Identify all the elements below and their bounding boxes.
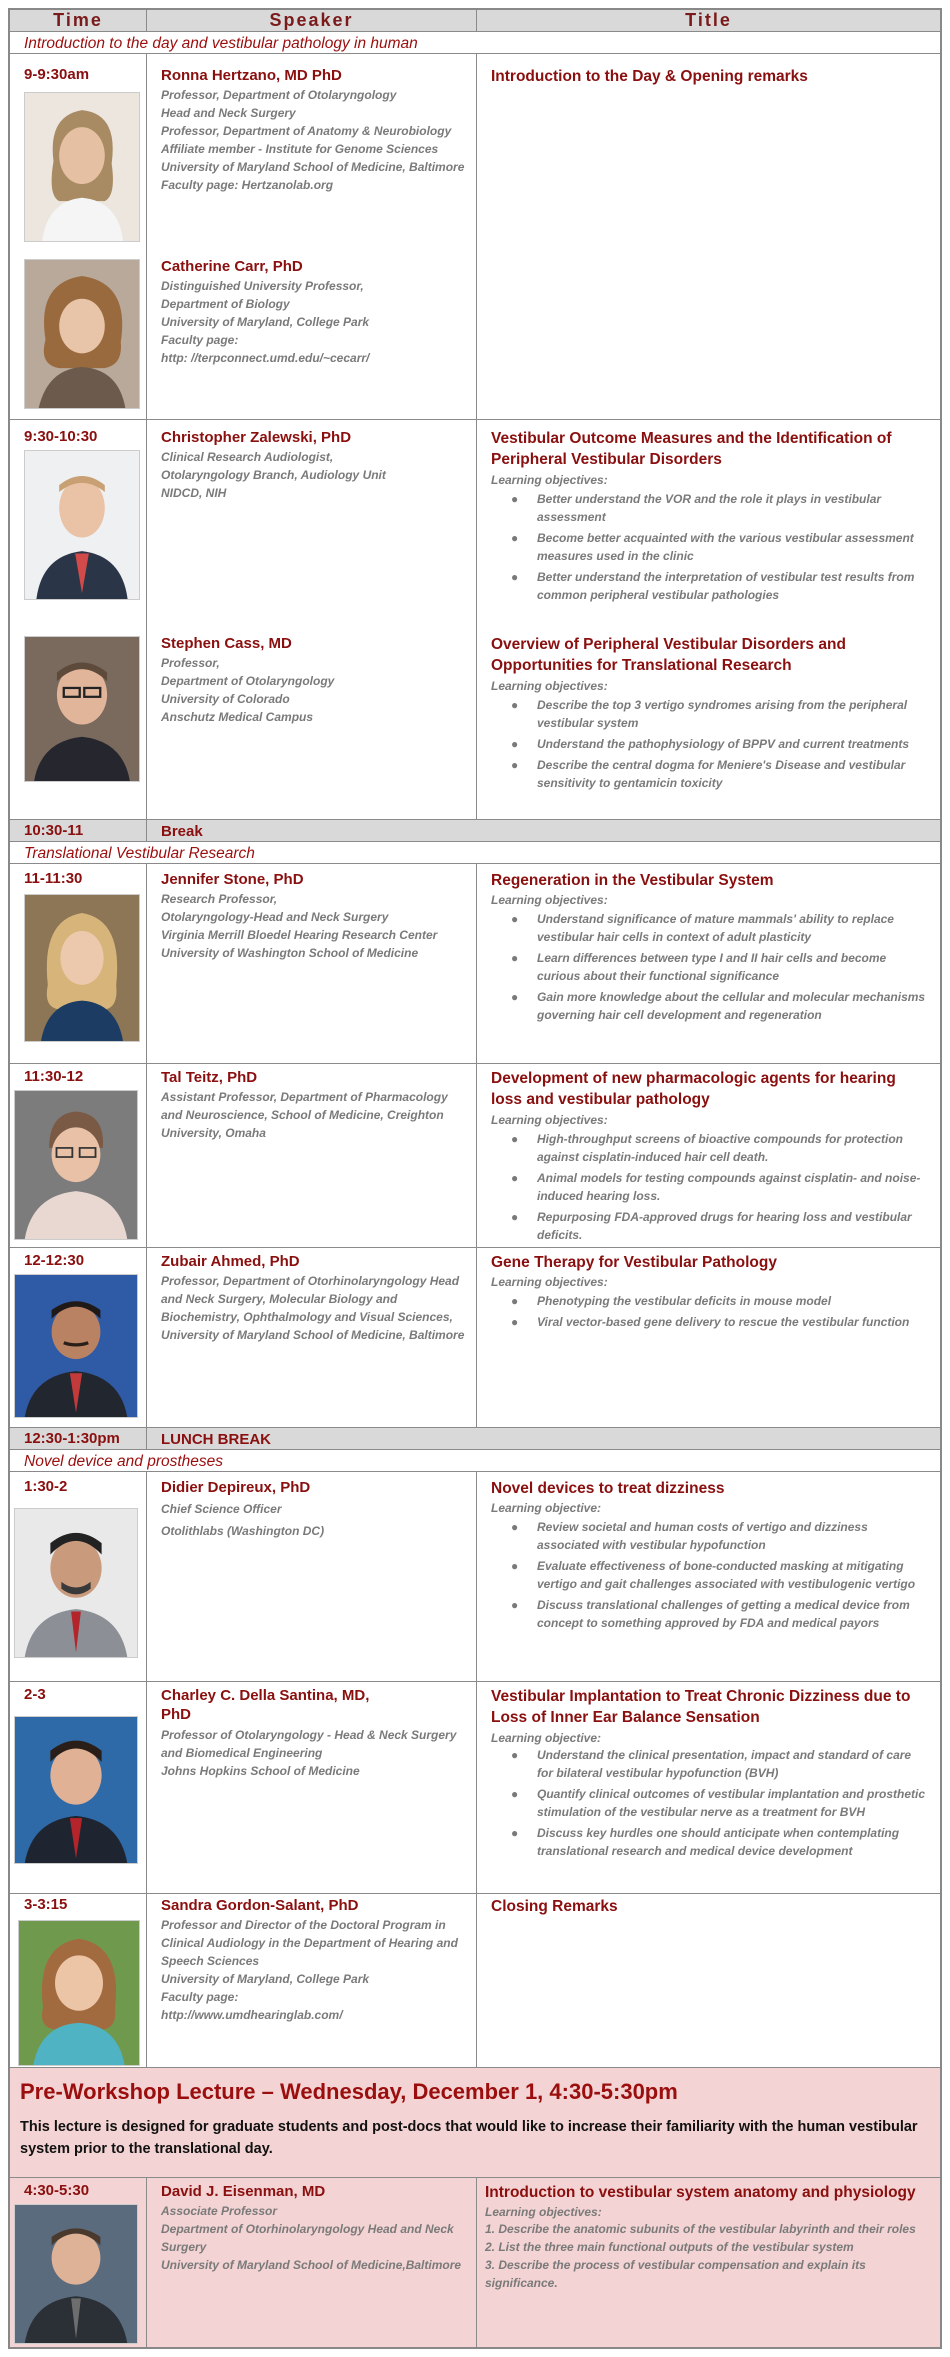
list-item: ● Understand the pathophysiology of BPPV and current treatments — [511, 737, 910, 751]
speaker-photo — [14, 1274, 138, 1418]
objectives-list — [507, 696, 930, 795]
time-cell — [10, 820, 147, 841]
session-row — [10, 2178, 940, 2347]
speaker-name: Didier Depireux, PhD — [161, 1479, 311, 1496]
header-title: Title — [685, 10, 732, 30]
objectives-list — [507, 1746, 930, 1863]
talk-title: Overview of Peripheral Vestibular Disorders and Opportunities for Translational Research — [491, 636, 846, 674]
list-item: ● Describe the central dogma for Meniere's Disease and vestibular sensitivity to gentamicin toxicity — [511, 758, 906, 790]
speaker-name: Stephen Cass, MD — [161, 635, 292, 652]
speaker-cell — [147, 1248, 477, 1427]
header-speaker-cell — [147, 10, 477, 31]
break-cell — [147, 820, 477, 841]
break-time: 10:30-11 — [24, 822, 84, 839]
break-row — [10, 820, 940, 842]
objectives-label: Learning objective: — [491, 1731, 602, 1745]
speaker-cell — [147, 864, 477, 1063]
list-item: ● Better understand the VOR and the role it plays in vestibular assessment — [511, 492, 882, 524]
bullet-icon: ● — [511, 531, 519, 545]
session-row — [10, 420, 940, 820]
speaker-cell — [147, 1894, 477, 2067]
list-item: ● Viral vector-based gene delivery to rescue the vestibular function — [511, 1315, 910, 1329]
speaker-affiliation: Associate Professor Department of Otorhinolaryngology Head and Neck Surgery University of Maryland School of Medicine,Baltimore — [161, 2204, 462, 2272]
list-item: ● Review societal and human costs of vertigo and dizziness associated with vestibular hypofunction — [511, 1520, 868, 1552]
list-item: ● Repurposing FDA-approved drugs for hearing loss and vestibular deficits. — [511, 1210, 912, 1242]
list-item: ● Discuss key hurdles one should anticipate when contemplating translational research and medical device development — [511, 1826, 900, 1858]
talk-title: Regeneration in the Vestibular System — [491, 872, 774, 889]
section-title-translational: Translational Vestibular Research — [24, 845, 255, 862]
session-row — [10, 1472, 940, 1682]
objectives-label: Learning objectives: — [491, 679, 608, 693]
talk-title: Introduction to vestibular system anatomy and physiology — [485, 2184, 916, 2201]
header-title-cell — [477, 10, 940, 31]
break-cell — [147, 1428, 477, 1449]
bullet-icon: ● — [511, 1210, 519, 1224]
title-cell — [477, 864, 940, 1063]
time-cell — [10, 1682, 147, 1893]
speaker-photo — [14, 2204, 138, 2344]
speaker-cell — [147, 420, 477, 819]
bullet-icon: ● — [511, 1559, 519, 1573]
session-row — [10, 1064, 940, 1248]
bullet-icon: ● — [511, 1598, 519, 1612]
speaker-name: Charley C. Della Santina, MD, PhD — [161, 1687, 370, 1723]
session-time: 9-9:30am — [24, 66, 90, 83]
header-time: Time — [53, 10, 103, 30]
bullet-icon: ● — [511, 951, 519, 965]
break-label: LUNCH BREAK — [161, 1431, 271, 1448]
list-item: ● Phenotyping the vestibular deficits in mouse model — [511, 1294, 832, 1308]
time-cell — [10, 420, 147, 819]
objectives-list — [507, 1292, 930, 1334]
speaker-cell — [147, 2178, 477, 2347]
time-cell — [10, 2178, 147, 2347]
speaker-name: Christopher Zalewski, PhD — [161, 429, 352, 446]
time-cell — [10, 1248, 147, 1427]
objectives-label: Learning objectives: — [491, 473, 608, 487]
talk-title: Closing Remarks — [491, 1898, 618, 1915]
speaker-photo — [24, 636, 140, 782]
bullet-icon: ● — [511, 698, 519, 712]
session-time: 11:30-12 — [24, 1068, 84, 1085]
talk-title: Vestibular Implantation to Treat Chronic Dizziness due to Loss of Inner Ear Balance Sensation — [491, 1688, 911, 1726]
list-item: 2. List the three main functional outputs of the vestibular system — [485, 2240, 854, 2254]
bullet-icon: ● — [511, 1171, 519, 1185]
bullet-icon: ● — [511, 912, 519, 926]
speaker-photo — [24, 450, 140, 600]
session-time: 11-11:30 — [24, 870, 83, 887]
time-cell — [10, 864, 147, 1063]
session-time: 3-3:15 — [24, 1896, 68, 1913]
speaker-photo — [14, 1716, 138, 1864]
list-item: 1. Describe the anatomic subunits of the vestibular labyrinth and their roles — [485, 2222, 916, 2236]
objectives-list — [507, 910, 930, 1027]
speaker-affiliation: Assistant Professor, Department of Pharmacology and Neuroscience, School of Medicine, Creighton University, Omaha — [161, 1090, 448, 1140]
bullet-icon: ● — [511, 1294, 519, 1308]
list-item: ● Evaluate effectiveness of bone-conducted masking at mitigating vertigo and gait challenges associated with vestibulogenic vertigo — [511, 1559, 916, 1591]
speaker-affiliation: Distinguished University Professor, Department of Biology University of Maryland, College Park Faculty page: http: //terpconnect.umd.edu/~cecarr/ — [161, 279, 370, 365]
list-item: ● Quantify clinical outcomes of vestibular implantation and prosthetic stimulation of the vestibular nerve as a treatment for BVH — [511, 1787, 926, 1819]
session-row — [10, 1894, 940, 2068]
session-time: 2-3 — [24, 1686, 46, 1703]
speaker-affiliation: Research Professor, Otolaryngology-Head and Neck Surgery Virginia Merrill Bloedel Hearing Research Center University of Washington School of Medicine — [161, 892, 438, 960]
objectives-list — [507, 1130, 930, 1247]
talk-title: Gene Therapy for Vestibular Pathology — [491, 1254, 777, 1271]
agenda-table — [8, 8, 942, 2349]
title-cell — [477, 420, 940, 819]
title-cell — [477, 54, 940, 419]
speaker-affiliation: Professor, Department of Otorhinolaryngology Head and Neck Surgery, Molecular Biology and Biochemistry, Ophthalmology and Visual Sciences, University of Maryland School of Medicine, Baltimore — [161, 1274, 465, 1342]
speaker-photo — [14, 1508, 138, 1658]
bullet-icon: ● — [511, 990, 519, 1004]
session-row — [10, 1682, 940, 1894]
break-time: 12:30-1:30pm — [24, 1430, 120, 1447]
speaker-affiliation: Chief Science Officer Otolithlabs (Washington DC) — [161, 1502, 325, 1538]
bullet-icon: ● — [511, 1315, 519, 1329]
speaker-affiliation: Professor, Department of Otolaryngology Head and Neck Surgery Professor, Department of Anatomy & Neurobiology Affiliate member - Institute for Genome Sciences University of Maryland School of Medicine, Baltimore Faculty page: Hertzanolab.org — [161, 88, 465, 192]
pre-workshop-description: This lecture is designed for graduate students and post-docs that would like to increase their familiarity with the human vestibular system prior to the translational day. — [20, 2119, 918, 2157]
speaker-photo — [24, 894, 140, 1042]
list-item: ● Gain more knowledge about the cellular and molecular mechanisms governing hair cell development and regeneration — [511, 990, 926, 1022]
list-item: ● Better understand the interpretation of vestibular test results from common peripheral vestibular pathologies — [511, 570, 915, 602]
pre-workshop-heading: Pre-Workshop Lecture – Wednesday, December 1, 4:30-5:30pm — [20, 2079, 678, 2104]
bullet-icon: ● — [511, 1787, 519, 1801]
speaker-name: Tal Teitz, PhD — [161, 1069, 258, 1086]
list-item: ● Learn differences between type I and II hair cells and become curious about their functional significance — [511, 951, 887, 983]
break-label: Break — [161, 823, 203, 840]
speaker-affiliation: Clinical Research Audiologist, Otolaryngology Branch, Audiology Unit NIDCD, NIH — [161, 450, 386, 500]
break-row — [10, 1428, 940, 1450]
objectives-label: Learning objectives: — [485, 2205, 602, 2219]
list-item: ● High-throughput screens of bioactive compounds for protection against cisplatin-induced hair cell death. — [511, 1132, 904, 1164]
section-title-intro: Introduction to the day and vestibular pathology in human — [24, 35, 418, 52]
objectives-label: Learning objectives: — [491, 1113, 608, 1127]
bullet-icon: ● — [511, 758, 519, 772]
title-cell — [477, 1064, 940, 1247]
time-cell — [10, 1064, 147, 1247]
speaker-affiliation: Professor, Department of Otolaryngology University of Colorado Anschutz Medical Campus — [161, 656, 335, 724]
header-time-cell — [10, 10, 147, 31]
bullet-icon: ● — [511, 1520, 519, 1534]
objectives-list — [507, 1518, 930, 1635]
speaker-name: Catherine Carr, PhD — [161, 258, 303, 275]
title-cell — [477, 1248, 940, 1427]
list-item: ● Describe the top 3 vertigo syndromes arising from the peripheral vestibular system — [511, 698, 908, 730]
list-item: ● Understand the clinical presentation, impact and standard of care for bilateral vestibular hypofunction (BVH) — [511, 1748, 912, 1780]
speaker-name: Jennifer Stone, PhD — [161, 871, 304, 888]
bullet-icon: ● — [511, 1826, 519, 1840]
table-header — [10, 10, 940, 32]
speaker-affiliation: Professor of Otolaryngology - Head & Neck Surgery and Biomedical Engineering Johns Hopkins School of Medicine — [161, 1728, 457, 1778]
list-item: ● Animal models for testing compounds against cisplatin- and noise-induced hearing loss. — [511, 1171, 921, 1203]
bullet-icon: ● — [511, 492, 519, 506]
title-cell — [477, 1472, 940, 1681]
pre-workshop-banner — [10, 2068, 940, 2178]
session-row — [10, 864, 940, 1064]
session-time: 1:30-2 — [24, 1478, 68, 1495]
list-item: ● Become better acquainted with the various vestibular assessment measures used in the clinic — [511, 531, 914, 563]
header-speaker: Speaker — [269, 10, 354, 30]
talk-title: Development of new pharmacologic agents for hearing loss and vestibular pathology — [491, 1070, 896, 1108]
speaker-name: David J. Eisenman, MD — [161, 2183, 326, 2200]
speaker-cell — [147, 1064, 477, 1247]
objectives-label: Learning objective: — [491, 1501, 602, 1515]
speaker-cell — [147, 54, 477, 419]
title-cell — [477, 1682, 940, 1893]
speaker-name: Ronna Hertzano, MD PhD — [161, 67, 342, 84]
objectives-list — [485, 2220, 932, 2292]
list-item: ● Understand significance of mature mammals' ability to replace vestibular hair cells in context of adult plasticity — [511, 912, 894, 944]
time-cell — [10, 1472, 147, 1681]
bullet-icon: ● — [511, 737, 519, 751]
session-row — [10, 54, 940, 420]
session-time: 9:30-10:30 — [24, 428, 98, 445]
session-time: 4:30-5:30 — [24, 2182, 90, 2199]
session-row — [10, 1248, 940, 1428]
speaker-photo — [14, 1090, 138, 1240]
session-time: 12-12:30 — [24, 1252, 85, 1269]
section-row — [10, 1450, 940, 1472]
speaker-photo — [24, 259, 140, 409]
bullet-icon: ● — [511, 1132, 519, 1146]
time-cell — [10, 54, 147, 419]
bullet-icon: ● — [511, 1748, 519, 1762]
talk-title: Vestibular Outcome Measures and the Identification of Peripheral Vestibular Disorders — [491, 430, 892, 468]
objectives-list — [507, 490, 930, 607]
objectives-label: Learning objectives: — [491, 1275, 608, 1289]
speaker-cell — [147, 1682, 477, 1893]
time-cell — [10, 1428, 147, 1449]
speaker-name: Zubair Ahmed, PhD — [161, 1253, 300, 1270]
section-row — [10, 842, 940, 864]
bullet-icon: ● — [511, 570, 519, 584]
section-row — [10, 32, 940, 54]
speaker-photo — [18, 1920, 140, 2066]
talk-title: Novel devices to treat dizziness — [491, 1480, 725, 1497]
speaker-cell — [147, 1472, 477, 1681]
title-cell — [477, 2178, 940, 2347]
speaker-photo — [24, 92, 140, 242]
title-cell — [477, 1894, 940, 2067]
time-cell — [10, 1894, 147, 2067]
speaker-name: Sandra Gordon-Salant, PhD — [161, 1897, 359, 1914]
talk-title: Introduction to the Day & Opening remarks — [491, 68, 808, 85]
section-title-novel: Novel device and prostheses — [24, 1453, 224, 1470]
objectives-label: Learning objectives: — [491, 893, 608, 907]
list-item: ● Discuss translational challenges of getting a medical device from concept to something approved by FDA and medical payors — [511, 1598, 910, 1630]
speaker-affiliation: Professor and Director of the Doctoral Program in Clinical Audiology in the Department of Hearing and Speech Sciences University of Maryland, College Park Faculty page: http://www.umdhearinglab.com/ — [161, 1918, 458, 2022]
list-item: 3. Describe the process of vestibular compensation and explain its significance. — [485, 2258, 866, 2290]
